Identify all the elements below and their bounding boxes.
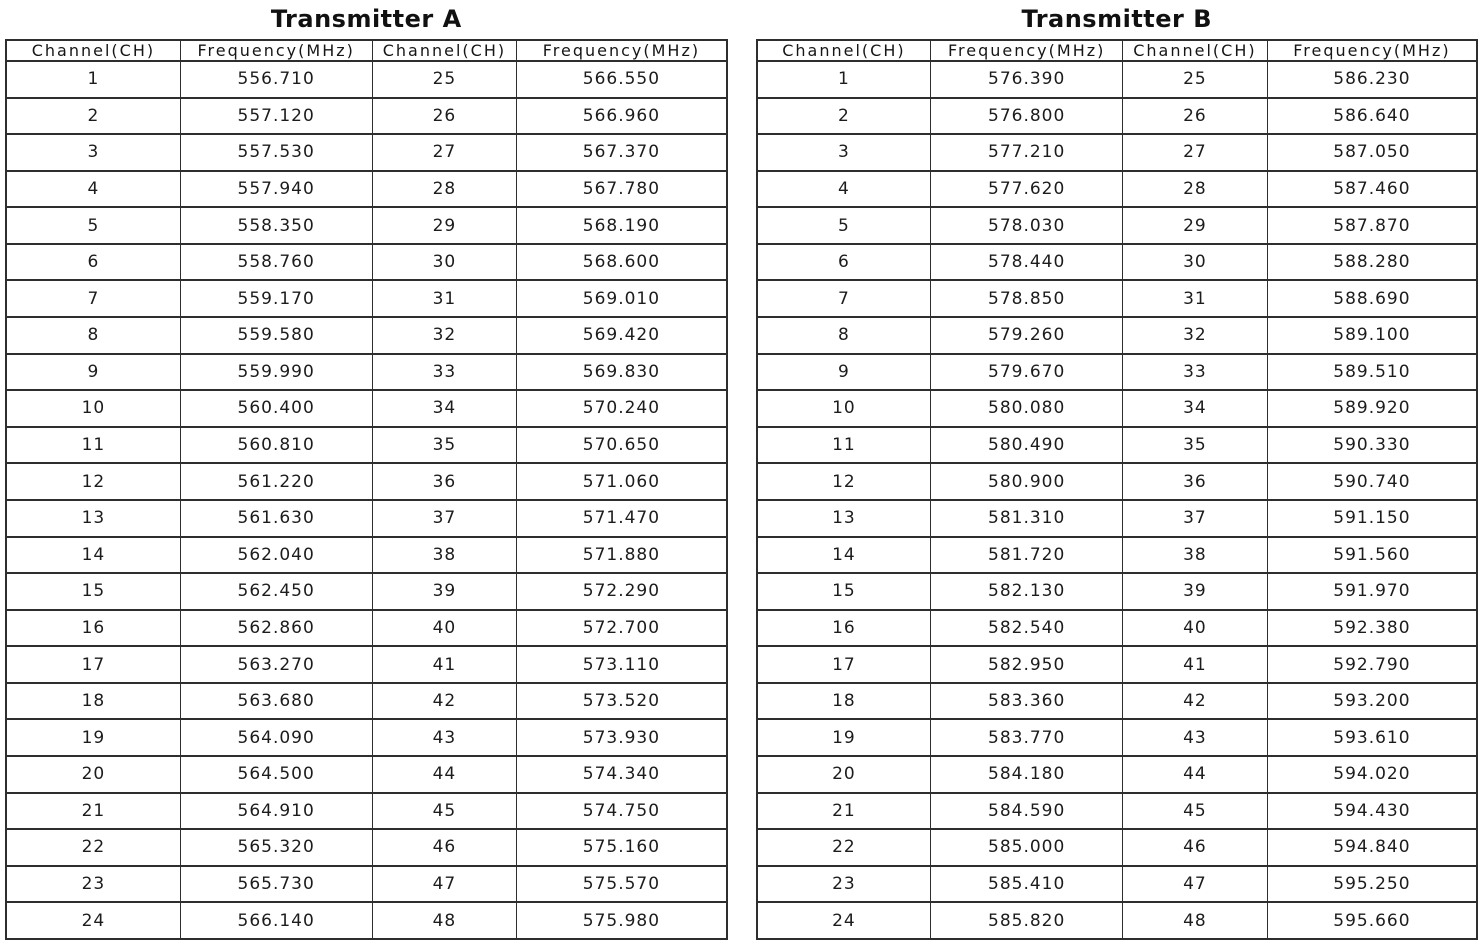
frequency-cell: 583.360 bbox=[931, 683, 1123, 720]
transmitter-a-table bbox=[5, 39, 728, 940]
frequency-cell: 580.080 bbox=[931, 390, 1123, 427]
channel-cell: 5 bbox=[757, 207, 931, 244]
frequency-cell: 588.690 bbox=[1267, 280, 1477, 317]
frequency-cell: 566.140 bbox=[180, 902, 372, 939]
frequency-cell: 585.410 bbox=[931, 866, 1123, 903]
frequency-cell: 584.590 bbox=[931, 793, 1123, 830]
channel-cell: 37 bbox=[372, 500, 517, 537]
frequency-cell: 576.800 bbox=[931, 98, 1123, 135]
table-row bbox=[6, 537, 727, 574]
channel-cell: 31 bbox=[372, 280, 517, 317]
table-row bbox=[6, 573, 727, 610]
frequency-cell: 562.860 bbox=[180, 610, 372, 647]
channel-cell: 38 bbox=[372, 537, 517, 574]
channel-cell: 40 bbox=[372, 610, 517, 647]
channel-cell: 36 bbox=[1123, 463, 1268, 500]
frequency-cell: 590.740 bbox=[1267, 463, 1477, 500]
frequency-cell: 557.120 bbox=[180, 98, 372, 135]
frequency-cell: 589.510 bbox=[1267, 354, 1477, 391]
channel-cell: 14 bbox=[6, 537, 180, 574]
channel-cell: 3 bbox=[757, 134, 931, 171]
channel-cell: 25 bbox=[372, 61, 517, 98]
frequency-cell: 573.930 bbox=[517, 719, 727, 756]
frequency-cell: 586.640 bbox=[1267, 98, 1477, 135]
channel-cell: 27 bbox=[1123, 134, 1268, 171]
channel-cell: 4 bbox=[6, 171, 180, 208]
channel-cell: 48 bbox=[372, 902, 517, 939]
frequency-cell: 576.390 bbox=[931, 61, 1123, 98]
table-row bbox=[757, 646, 1478, 683]
frequency-cell: 578.850 bbox=[931, 280, 1123, 317]
channel-cell: 41 bbox=[372, 646, 517, 683]
channel-cell: 41 bbox=[1123, 646, 1268, 683]
frequency-cell: 582.540 bbox=[931, 610, 1123, 647]
channel-cell: 6 bbox=[757, 244, 931, 281]
frequency-cell: 561.220 bbox=[180, 463, 372, 500]
frequency-cell: 587.050 bbox=[1267, 134, 1477, 171]
frequency-cell: 581.310 bbox=[931, 500, 1123, 537]
table-row bbox=[757, 207, 1478, 244]
frequency-cell: 570.240 bbox=[517, 390, 727, 427]
frequency-cell: 588.280 bbox=[1267, 244, 1477, 281]
channel-column-header: Channel(CH) bbox=[372, 40, 517, 61]
channel-cell: 20 bbox=[757, 756, 931, 793]
frequency-cell: 559.990 bbox=[180, 354, 372, 391]
table-row bbox=[757, 866, 1478, 903]
frequency-cell: 567.780 bbox=[517, 171, 727, 208]
channel-cell: 5 bbox=[6, 207, 180, 244]
channel-cell: 39 bbox=[372, 573, 517, 610]
transmitter-a-panel bbox=[5, 2, 728, 940]
header-row bbox=[757, 40, 1478, 61]
table-row bbox=[757, 317, 1478, 354]
channel-cell: 48 bbox=[1123, 902, 1268, 939]
transmitter-a-title: Transmitter A bbox=[270, 5, 462, 33]
frequency-cell: 587.460 bbox=[1267, 171, 1477, 208]
frequency-cell: 556.710 bbox=[180, 61, 372, 98]
frequency-cell: 558.760 bbox=[180, 244, 372, 281]
channel-cell: 43 bbox=[372, 719, 517, 756]
channel-cell: 8 bbox=[757, 317, 931, 354]
channel-cell: 10 bbox=[757, 390, 931, 427]
frequency-cell: 560.400 bbox=[180, 390, 372, 427]
channel-cell: 26 bbox=[372, 98, 517, 135]
frequency-cell: 571.880 bbox=[517, 537, 727, 574]
channel-cell: 9 bbox=[6, 354, 180, 391]
frequency-cell: 577.620 bbox=[931, 171, 1123, 208]
channel-cell: 46 bbox=[372, 829, 517, 866]
channel-cell: 25 bbox=[1123, 61, 1268, 98]
channel-cell: 35 bbox=[1123, 427, 1268, 464]
channel-cell: 22 bbox=[6, 829, 180, 866]
frequency-cell: 561.630 bbox=[180, 500, 372, 537]
channel-cell: 2 bbox=[757, 98, 931, 135]
frequency-cell: 578.440 bbox=[931, 244, 1123, 281]
frequency-cell: 579.670 bbox=[931, 354, 1123, 391]
channel-cell: 23 bbox=[757, 866, 931, 903]
table-row bbox=[6, 610, 727, 647]
channel-cell: 1 bbox=[6, 61, 180, 98]
table-row bbox=[757, 354, 1478, 391]
frequency-cell: 592.790 bbox=[1267, 646, 1477, 683]
channel-cell: 47 bbox=[372, 866, 517, 903]
channel-cell: 11 bbox=[757, 427, 931, 464]
table-row bbox=[757, 244, 1478, 281]
channel-cell: 32 bbox=[1123, 317, 1268, 354]
frequency-cell: 571.060 bbox=[517, 463, 727, 500]
channel-cell: 13 bbox=[6, 500, 180, 537]
table-row bbox=[6, 280, 727, 317]
channel-cell: 11 bbox=[6, 427, 180, 464]
frequency-column-header: Frequency(MHz) bbox=[931, 40, 1123, 61]
channel-cell: 42 bbox=[372, 683, 517, 720]
frequency-cell: 580.490 bbox=[931, 427, 1123, 464]
channel-column-header: Channel(CH) bbox=[6, 40, 180, 61]
table-row bbox=[6, 171, 727, 208]
frequency-cell: 577.210 bbox=[931, 134, 1123, 171]
frequency-cell: 557.940 bbox=[180, 171, 372, 208]
channel-cell: 24 bbox=[757, 902, 931, 939]
channel-cell: 23 bbox=[6, 866, 180, 903]
frequency-cell: 584.180 bbox=[931, 756, 1123, 793]
channel-cell: 18 bbox=[757, 683, 931, 720]
channel-cell: 45 bbox=[1123, 793, 1268, 830]
table-row bbox=[757, 719, 1478, 756]
table-row bbox=[6, 463, 727, 500]
table-row bbox=[757, 500, 1478, 537]
channel-cell: 16 bbox=[757, 610, 931, 647]
channel-cell: 27 bbox=[372, 134, 517, 171]
frequency-cell: 582.130 bbox=[931, 573, 1123, 610]
channel-cell: 13 bbox=[757, 500, 931, 537]
frequency-cell: 573.520 bbox=[517, 683, 727, 720]
frequency-cell: 569.010 bbox=[517, 280, 727, 317]
frequency-cell: 569.830 bbox=[517, 354, 727, 391]
channel-cell: 17 bbox=[757, 646, 931, 683]
frequency-cell: 570.650 bbox=[517, 427, 727, 464]
channel-cell: 18 bbox=[6, 683, 180, 720]
channel-cell: 34 bbox=[1123, 390, 1268, 427]
frequency-cell: 594.430 bbox=[1267, 793, 1477, 830]
channel-cell: 29 bbox=[1123, 207, 1268, 244]
frequency-cell: 559.580 bbox=[180, 317, 372, 354]
channel-cell: 8 bbox=[6, 317, 180, 354]
frequency-cell: 578.030 bbox=[931, 207, 1123, 244]
table-row bbox=[6, 207, 727, 244]
frequency-cell: 580.900 bbox=[931, 463, 1123, 500]
channel-column-header: Channel(CH) bbox=[757, 40, 931, 61]
frequency-cell: 574.750 bbox=[517, 793, 727, 830]
channel-cell: 2 bbox=[6, 98, 180, 135]
frequency-cell: 595.660 bbox=[1267, 902, 1477, 939]
table-row bbox=[6, 829, 727, 866]
channel-cell: 3 bbox=[6, 134, 180, 171]
channel-cell: 12 bbox=[6, 463, 180, 500]
frequency-cell: 590.330 bbox=[1267, 427, 1477, 464]
frequency-cell: 591.150 bbox=[1267, 500, 1477, 537]
frequency-cell: 575.980 bbox=[517, 902, 727, 939]
frequency-cell: 562.040 bbox=[180, 537, 372, 574]
frequency-cell: 563.680 bbox=[180, 683, 372, 720]
channel-cell: 44 bbox=[1123, 756, 1268, 793]
frequency-cell: 592.380 bbox=[1267, 610, 1477, 647]
channel-cell: 38 bbox=[1123, 537, 1268, 574]
channel-cell: 34 bbox=[372, 390, 517, 427]
table-row bbox=[757, 61, 1478, 98]
channel-cell: 1 bbox=[757, 61, 931, 98]
frequency-cell: 594.840 bbox=[1267, 829, 1477, 866]
transmitter-b-panel bbox=[756, 2, 1479, 940]
frequency-cell: 569.420 bbox=[517, 317, 727, 354]
frequency-cell: 586.230 bbox=[1267, 61, 1477, 98]
table-row bbox=[757, 98, 1478, 135]
table-row bbox=[757, 829, 1478, 866]
channel-cell: 21 bbox=[6, 793, 180, 830]
channel-cell: 28 bbox=[1123, 171, 1268, 208]
channel-cell: 45 bbox=[372, 793, 517, 830]
frequency-column-header: Frequency(MHz) bbox=[180, 40, 372, 61]
channel-cell: 24 bbox=[6, 902, 180, 939]
channel-column-header: Channel(CH) bbox=[1123, 40, 1268, 61]
table-row bbox=[6, 756, 727, 793]
table-row bbox=[6, 98, 727, 135]
frequency-cell: 568.190 bbox=[517, 207, 727, 244]
channel-cell: 35 bbox=[372, 427, 517, 464]
channel-cell: 32 bbox=[372, 317, 517, 354]
frequency-cell: 582.950 bbox=[931, 646, 1123, 683]
channel-cell: 31 bbox=[1123, 280, 1268, 317]
table-row bbox=[6, 683, 727, 720]
channel-cell: 22 bbox=[757, 829, 931, 866]
transmitter-b-table bbox=[756, 39, 1479, 940]
table-row bbox=[757, 683, 1478, 720]
channel-cell: 7 bbox=[757, 280, 931, 317]
frequency-cell: 565.320 bbox=[180, 829, 372, 866]
channel-cell: 47 bbox=[1123, 866, 1268, 903]
frequency-cell: 571.470 bbox=[517, 500, 727, 537]
channel-cell: 40 bbox=[1123, 610, 1268, 647]
table-row bbox=[757, 280, 1478, 317]
channel-cell: 28 bbox=[372, 171, 517, 208]
table-row bbox=[6, 793, 727, 830]
frequency-cell: 566.960 bbox=[517, 98, 727, 135]
channel-cell: 15 bbox=[757, 573, 931, 610]
frequency-cell: 585.000 bbox=[931, 829, 1123, 866]
channel-cell: 43 bbox=[1123, 719, 1268, 756]
table-row bbox=[6, 719, 727, 756]
frequency-cell: 593.200 bbox=[1267, 683, 1477, 720]
channel-cell: 36 bbox=[372, 463, 517, 500]
frequency-cell: 591.970 bbox=[1267, 573, 1477, 610]
frequency-cell: 579.260 bbox=[931, 317, 1123, 354]
frequency-cell: 589.920 bbox=[1267, 390, 1477, 427]
frequency-cell: 562.450 bbox=[180, 573, 372, 610]
channel-cell: 9 bbox=[757, 354, 931, 391]
frequency-cell: 558.350 bbox=[180, 207, 372, 244]
frequency-column-header: Frequency(MHz) bbox=[1267, 40, 1477, 61]
channel-cell: 16 bbox=[6, 610, 180, 647]
channel-cell: 29 bbox=[372, 207, 517, 244]
frequency-cell: 563.270 bbox=[180, 646, 372, 683]
frequency-cell: 587.870 bbox=[1267, 207, 1477, 244]
table-row bbox=[757, 171, 1478, 208]
table-row bbox=[757, 390, 1478, 427]
frequency-cell: 591.560 bbox=[1267, 537, 1477, 574]
channel-cell: 33 bbox=[1123, 354, 1268, 391]
table-row bbox=[6, 317, 727, 354]
frequency-cell: 557.530 bbox=[180, 134, 372, 171]
table-row bbox=[6, 354, 727, 391]
frequency-cell: 573.110 bbox=[517, 646, 727, 683]
table-row bbox=[757, 573, 1478, 610]
frequency-cell: 566.550 bbox=[517, 61, 727, 98]
channel-cell: 19 bbox=[757, 719, 931, 756]
table-row bbox=[6, 244, 727, 281]
channel-cell: 12 bbox=[757, 463, 931, 500]
channel-cell: 30 bbox=[372, 244, 517, 281]
channel-cell: 30 bbox=[1123, 244, 1268, 281]
table-row bbox=[6, 427, 727, 464]
channel-cell: 17 bbox=[6, 646, 180, 683]
frequency-cell: 593.610 bbox=[1267, 719, 1477, 756]
frequency-cell: 567.370 bbox=[517, 134, 727, 171]
channel-cell: 20 bbox=[6, 756, 180, 793]
table-row bbox=[757, 610, 1478, 647]
table-row bbox=[6, 134, 727, 171]
channel-cell: 4 bbox=[757, 171, 931, 208]
channel-cell: 7 bbox=[6, 280, 180, 317]
frequency-cell: 581.720 bbox=[931, 537, 1123, 574]
table-row bbox=[757, 463, 1478, 500]
table-row bbox=[757, 427, 1478, 464]
table-row bbox=[757, 902, 1478, 939]
table-row bbox=[757, 537, 1478, 574]
frequency-cell: 595.250 bbox=[1267, 866, 1477, 903]
frequency-cell: 594.020 bbox=[1267, 756, 1477, 793]
channel-cell: 44 bbox=[372, 756, 517, 793]
channel-cell: 10 bbox=[6, 390, 180, 427]
channel-cell: 19 bbox=[6, 719, 180, 756]
frequency-cell: 572.700 bbox=[517, 610, 727, 647]
channel-cell: 21 bbox=[757, 793, 931, 830]
table-row bbox=[757, 756, 1478, 793]
channel-cell: 46 bbox=[1123, 829, 1268, 866]
frequency-column-header: Frequency(MHz) bbox=[517, 40, 727, 61]
frequency-cell: 572.290 bbox=[517, 573, 727, 610]
channel-cell: 39 bbox=[1123, 573, 1268, 610]
channel-cell: 15 bbox=[6, 573, 180, 610]
frequency-cell: 564.500 bbox=[180, 756, 372, 793]
table-row bbox=[6, 866, 727, 903]
table-row bbox=[6, 646, 727, 683]
table-row bbox=[6, 390, 727, 427]
frequency-cell: 560.810 bbox=[180, 427, 372, 464]
table-row bbox=[6, 902, 727, 939]
channel-cell: 6 bbox=[6, 244, 180, 281]
transmitter-b-title: Transmitter B bbox=[1021, 5, 1213, 33]
frequency-cell: 565.730 bbox=[180, 866, 372, 903]
frequency-cell: 574.340 bbox=[517, 756, 727, 793]
channel-cell: 26 bbox=[1123, 98, 1268, 135]
frequency-cell: 559.170 bbox=[180, 280, 372, 317]
frequency-cell: 589.100 bbox=[1267, 317, 1477, 354]
frequency-cell: 575.570 bbox=[517, 866, 727, 903]
frequency-cell: 564.910 bbox=[180, 793, 372, 830]
channel-cell: 42 bbox=[1123, 683, 1268, 720]
frequency-cell: 568.600 bbox=[517, 244, 727, 281]
table-row bbox=[757, 134, 1478, 171]
channel-cell: 37 bbox=[1123, 500, 1268, 537]
frequency-cell: 583.770 bbox=[931, 719, 1123, 756]
table-row bbox=[757, 793, 1478, 830]
table-row bbox=[6, 61, 727, 98]
frequency-cell: 564.090 bbox=[180, 719, 372, 756]
channel-cell: 14 bbox=[757, 537, 931, 574]
frequency-cell: 585.820 bbox=[931, 902, 1123, 939]
header-row bbox=[6, 40, 727, 61]
table-row bbox=[6, 500, 727, 537]
channel-cell: 33 bbox=[372, 354, 517, 391]
frequency-cell: 575.160 bbox=[517, 829, 727, 866]
